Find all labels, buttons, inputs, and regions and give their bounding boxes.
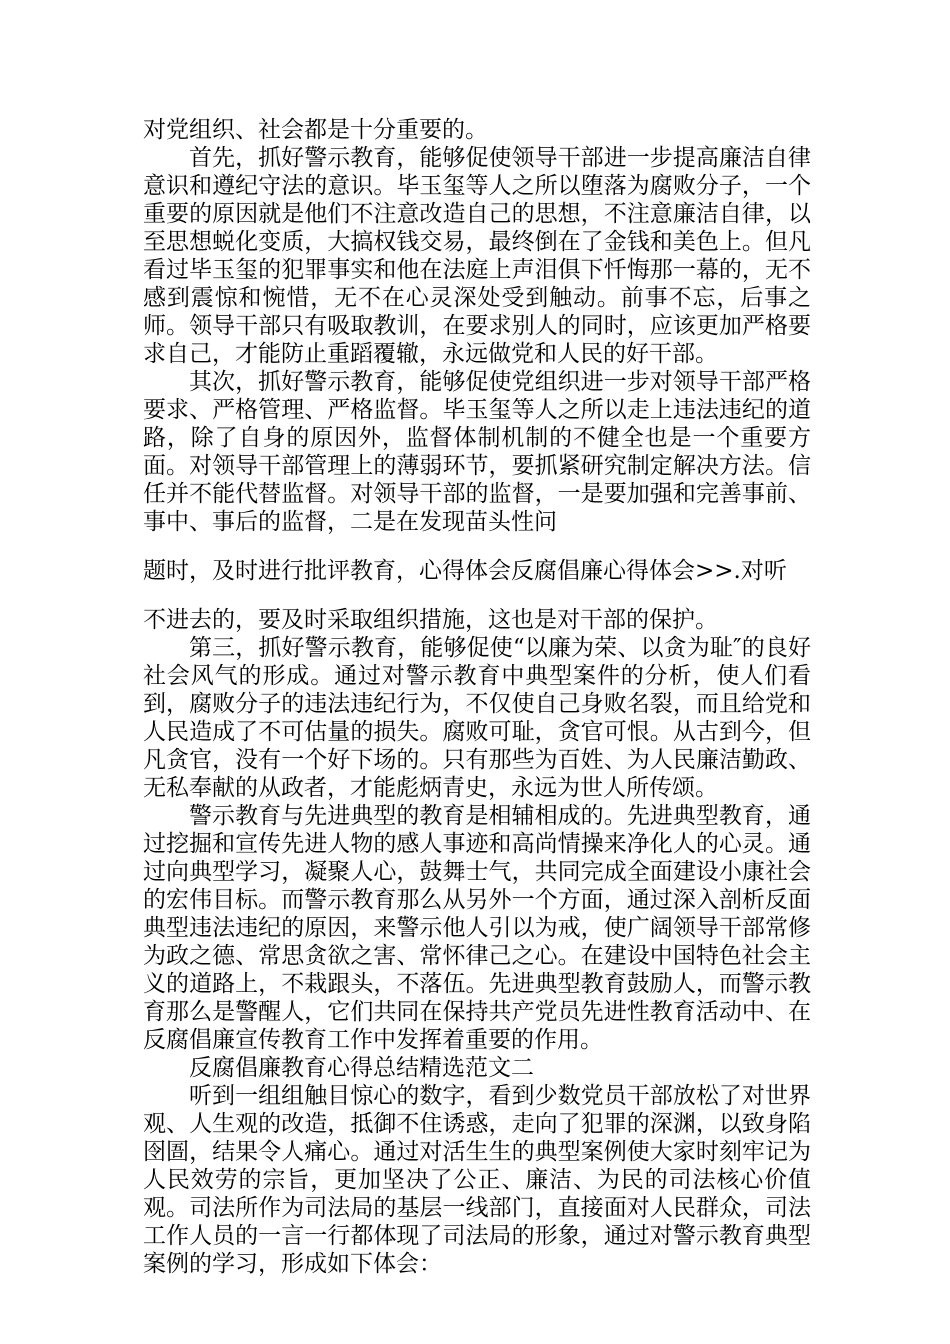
paragraph-second-point-continued-b: 不进去的，要及时采取组织措施，这也是对干部的保护。	[143, 607, 718, 633]
section-heading: 反腐倡廉教育心得总结精选范文二	[189, 1055, 534, 1081]
paragraph-second-point-continued-a: 题时，及时进行批评教育，心得体会反腐倡廉心得体会>>.对听	[143, 558, 787, 584]
paragraph-typical-education: 警示教育与先进典型的教育是相辅相成的。先进典型教育，通过挖掘和宣传先进人物的感人事迹和高尚情操来净化人的心灵。通过向典型学习，凝聚人心，鼓舞士气，共同完成全面建设小康社会的宏伟目标。而警示教育那么从另外一个方面，通过深入剖析反面典型违法违纪的原因，来警示他人引以为戒，使广阔领导干部常修为政之德、常思贪欲之害、常怀律己之心。在建设中国特色社会主义的道路上，不栽跟头，不落伍。先进典型教育鼓励人，而警示教育那么是警醒人，它们共同在保持共产党员先进性教育活动中、在反腐倡廉宣传教育工作中发挥着重要的作用。	[143, 803, 811, 1053]
document-body	[143, 116, 811, 1278]
paragraph-first-point: 首先，抓好警示教育，能够促使领导干部进一步提高廉洁自律意识和遵纪守法的意识。毕玉玺等人之所以堕落为腐败分子，一个重要的原因就是他们不注意改造自己的思想，不注意廉洁自律，以至思想蜕化变质，大搞权钱交易，最终倒在了金钱和美色上。但凡看过毕玉玺的犯罪事实和他在法庭上声泪俱下忏悔那一幕的，无不感到震惊和惋惜，无不在心灵深处受到触动。前事不忘，后事之师。领导干部只有吸取教训，在要求别人的同时，应该更加严格要求自己，才能防止重蹈覆辙，永远做党和人民的好干部。	[143, 145, 811, 367]
paragraph-second-point: 其次，抓好警示教育，能够促使党组织进一步对领导干部严格要求、严格管理、严格监督。毕玉玺等人之所以走上违法违纪的道路，除了自身的原因外，监督体制机制的不健全也是一个重要方面。对领导干部管理上的薄弱环节，要抓紧研究制定解决方法。信任并不能代替监督。对领导干部的监督，一是要加强和完善事前、事中、事后的监督，二是在发现苗头性问	[143, 369, 811, 535]
paragraph-sample-two: 听到一组组触目惊心的数字，看到少数党员干部放松了对世界观、人生观的改造，抵御不住诱惑，走向了犯罪的深渊，以致身陷囹圄，结果令人痛心。通过对活生生的典型案例使大家时刻牢记为人民效劳的宗旨，更加坚决了公正、廉洁、为民的司法核心价值观。司法所作为司法局的基层一线部门，直接面对人民群众，司法工作人员的一言一行都体现了司法局的形象，通过对警示教育典型案例的学习，形成如下体会：	[143, 1083, 811, 1277]
paragraph-third-point: 第三，抓好警示教育，能够促使“以廉为荣、以贪为耻″的良好社会风气的形成。通过对警示教育中典型案件的分析，使人们看到，腐败分子的违法违纪行为，不仅使自己身败名裂，而且给党和人民造成了不可估量的损失。腐败可耻，贪官可恨。从古到今，但凡贪官，没有一个好下场的。只有那些为百姓、为人民廉洁勤政、无私奉献的从政者，才能彪炳青史，永远为世人所传颂。	[143, 635, 811, 801]
paragraph-intro-fragment: 对党组织、社会都是十分重要的。	[143, 117, 488, 143]
